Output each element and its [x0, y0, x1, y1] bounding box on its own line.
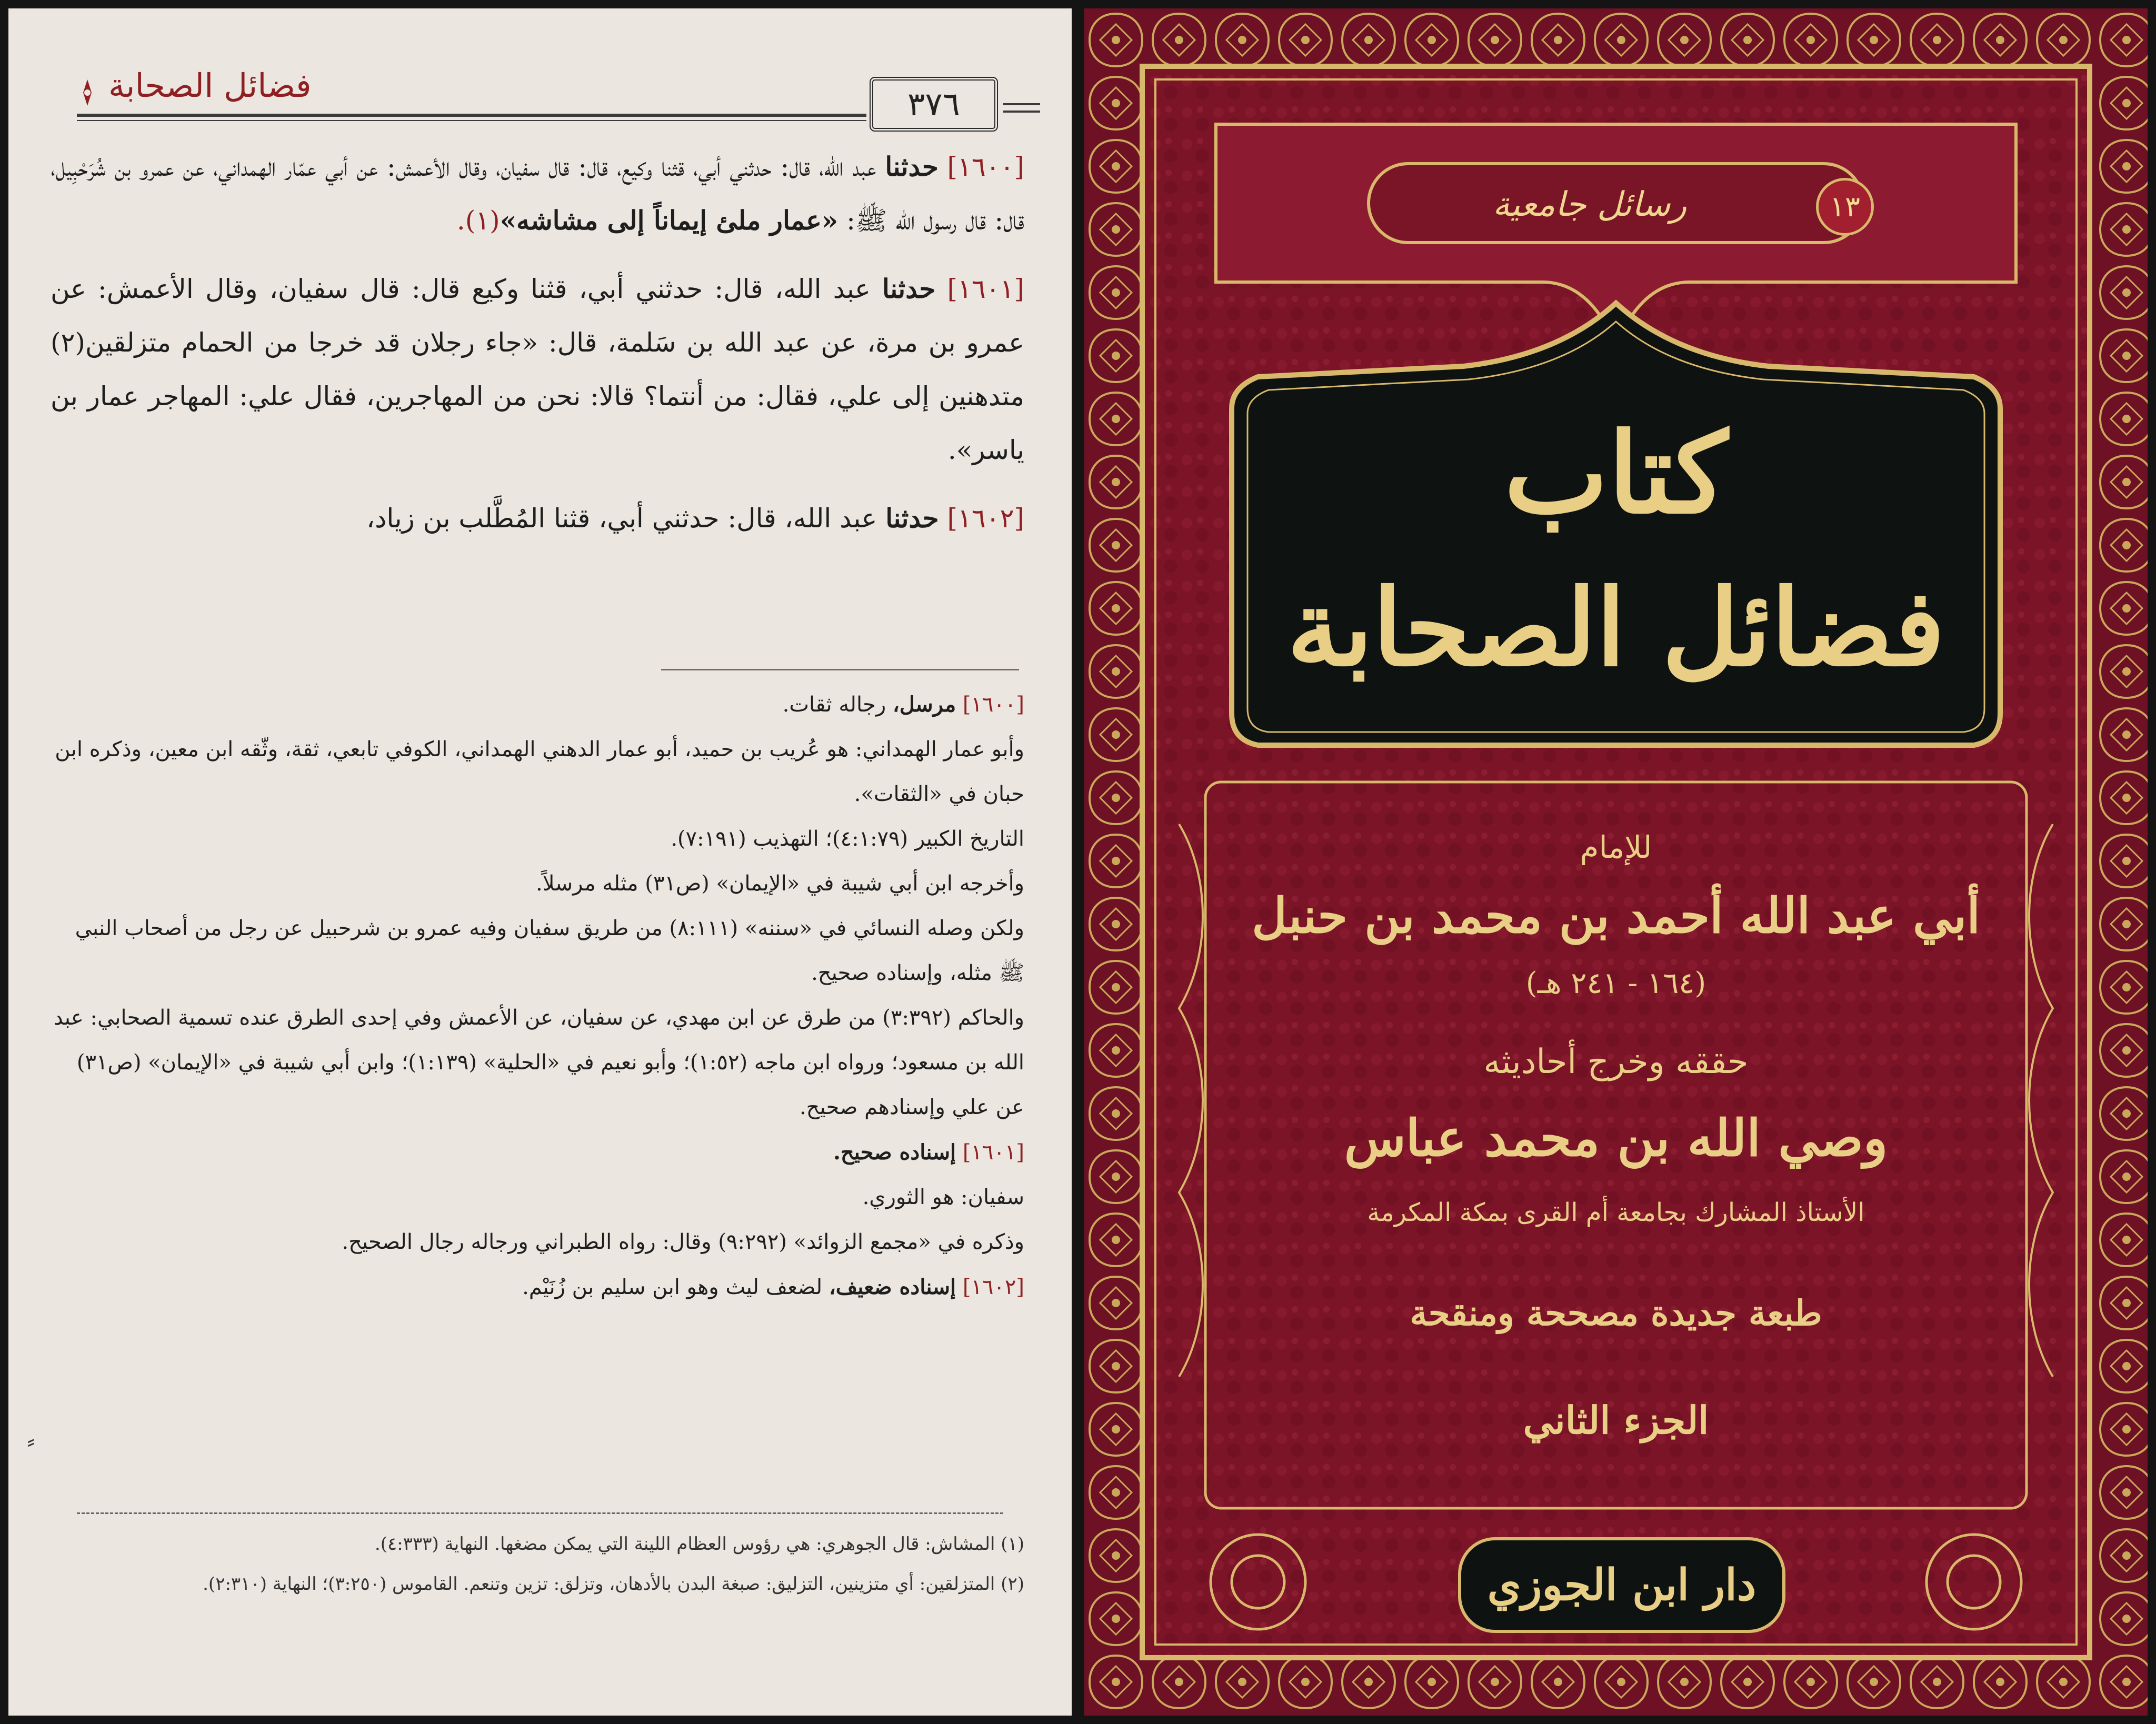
commentary-grade: إسناده صحيح.	[833, 1140, 956, 1165]
footnote-2: (٢) المتزلقين: أي متزينين، التزليق: صبغة البدن بالأدهان، وتزلق: تزين وتنعم. القاموس (٣:٢٥٠)؛ النهاية (٢:٣١٠).	[203, 1573, 1024, 1595]
commentary-text: وذكره في «مجمع الزوائد» (٩:٢٩٢) وقال: رواه الطبراني ورجاله رجال الصحيح.	[342, 1230, 1024, 1254]
hadith-paragraph-1602	[51, 492, 1024, 545]
book-title: فضائل الصحابة	[1287, 566, 1945, 690]
page-number: ٣٧٦	[870, 77, 998, 132]
commentary-text: لضعف ليث وهو ابن سليم بن زُنَيْم.	[522, 1275, 823, 1299]
hadith-lead: حدثنا	[882, 273, 936, 304]
commentary-line	[51, 817, 1024, 861]
book-word: كتاب	[1504, 408, 1728, 538]
commentary-text: وأبو عمار الهمداني: هو عُريب بن حميد، أبو عمار الدهني الهمداني، الكوفي تابعي، ثقة، وثّقه ابن معين، وذكره ابن حبان في «الثقات».	[55, 737, 1024, 806]
commentary-line	[51, 1265, 1024, 1310]
series-label: رسائل جامعية	[1492, 185, 1687, 224]
hadith-paragraph-1601	[51, 262, 1024, 477]
hadith-body: عبد الله، قال: حدثني أبي، قثنا المُطَّلب بن زياد،	[366, 503, 877, 534]
hadith-number: [١٦٠١]	[947, 274, 1024, 304]
ornament-icon	[72, 77, 103, 108]
commentary-text: سفيان: هو الثوري.	[862, 1185, 1024, 1209]
volume-label: الجزء الثاني	[1523, 1398, 1709, 1442]
section-divider	[661, 669, 1019, 670]
header-rule-thin	[77, 120, 866, 121]
header-rule-right	[1003, 103, 1040, 105]
hadith-text	[51, 140, 1024, 560]
commentary-line	[51, 682, 1024, 727]
hadith-number: [١٦٠٢]	[947, 503, 1024, 534]
commentary-grade: إسناده ضعيف،	[829, 1275, 956, 1299]
author-name: أبي عبد الله أحمد بن محمد بن حنبل	[1252, 887, 1980, 944]
editor-name: وصي الله بن محمد عباس	[1344, 1108, 1888, 1168]
edition-note: طبعة جديدة مصححة ومنقحة	[1410, 1292, 1822, 1334]
margin-mark: ⸗	[27, 1429, 35, 1454]
editor-title: الأستاذ المشارك بجامعة أم القرى بمكة المكرمة	[1367, 1198, 1865, 1227]
commentary-line	[51, 861, 1024, 906]
hadith-body: عبد الله، قال: حدثني أبي، قثنا وكيع قال: قال سفيان، وقال الأعمش: عن عمرو بن مرة، عن عبد الله بن سَلمة، قال: «جاء رجلان قد خرجا من الحمام متزلقين(٢) متدهنين إلى علي، فقال: من أنتما؟ قالا: نحن من المهاجرين، فقال علي: المهاجر عمار بن ياسر».	[51, 274, 1024, 465]
hadith-lead: حدثنا	[885, 503, 939, 534]
footnote-divider	[77, 1512, 1003, 1514]
commentary-text: رجاله ثقات.	[782, 693, 886, 717]
running-header	[77, 61, 1040, 124]
commentary-number: [١٦٠٢]	[962, 1275, 1024, 1299]
hadith-quote: «عمار ملئ إيماناً إلى مشاشه»	[500, 205, 839, 236]
commentary-section	[51, 682, 1024, 1310]
text-page	[8, 8, 1072, 1716]
commentary-line	[51, 906, 1024, 996]
commentary-grade: مرسل،	[892, 692, 956, 717]
footnote-1: (١) المشاش: قال الجوهري: هي رؤوس العظام اللينة التي يمكن مضغها. النهاية (٤:٣٣٣).	[374, 1533, 1024, 1555]
footnotes	[51, 1524, 1024, 1604]
publisher-label: دار ابن الجوزي	[1458, 1537, 1785, 1633]
book-cover	[1084, 8, 2148, 1716]
commentary-line	[51, 1175, 1024, 1220]
commentary-line	[51, 727, 1024, 817]
footnote-ref: (١).	[456, 205, 500, 236]
hadith-number: [١٦٠٠]	[947, 152, 1024, 182]
hadith-paragraph-1600	[51, 140, 1024, 247]
commentary-line	[51, 1130, 1024, 1175]
commentary-number: [١٦٠٠]	[962, 693, 1024, 717]
commentary-line	[51, 996, 1024, 1130]
author-prefix: للإمام	[1580, 829, 1652, 865]
commentary-text: ولكن وصله النسائي في «سننه» (٨:١١١) من طريق سفيان وفيه عمرو بن شرحبيل عن رجل من أصحاب النبي ﷺ مثله، وإسناده صحيح.	[75, 916, 1024, 985]
series-number-badge: ١٣	[1816, 178, 1874, 236]
editor-prefix: حققه وخرج أحاديثه	[1483, 1043, 1749, 1081]
hadith-body: عبد الله، قال: حدثني أبي، قثنا وكيع، قال: قال سفيان، وقال الأعمش: عن أبي عمّار الهمداني، عن عمرو بن شُرَحْبِيل، قال: قال رسول الله ﷺ:	[51, 152, 1024, 236]
header-rule-right-2	[1003, 111, 1040, 113]
hadith-lead: حدثنا	[885, 151, 939, 182]
commentary-number: [١٦٠١]	[962, 1140, 1024, 1165]
commentary-text: التاريخ الكبير (٤:١:٧٩)؛ التهذيب (٧:١٩١).	[671, 827, 1024, 851]
commentary-text: والحاكم (٣:٣٩٢) من طرق عن ابن مهدي، عن سفيان، عن الأعمش وفي إحدى الطرق عنده تسمية الصحابي: عبد الله بن مسعود؛ ورواه ابن ماجه (١:٥٢)؛ وأبو نعيم في «الحلية» (١:١٣٩)؛ وابن أبي شيبة في «الإيمان» (ص٣١) عن علي وإسنادهم صحيح.	[53, 1006, 1024, 1119]
header-rule	[77, 114, 866, 117]
running-title: فضائل الصحابة	[108, 66, 312, 105]
commentary-line	[51, 1220, 1024, 1265]
author-dates: (١٦٤ - ٢٤١ هـ)	[1525, 966, 1706, 1000]
commentary-text: وأخرجه ابن أبي شيبة في «الإيمان» (ص٣١) مثله مرسلاً.	[536, 871, 1024, 896]
